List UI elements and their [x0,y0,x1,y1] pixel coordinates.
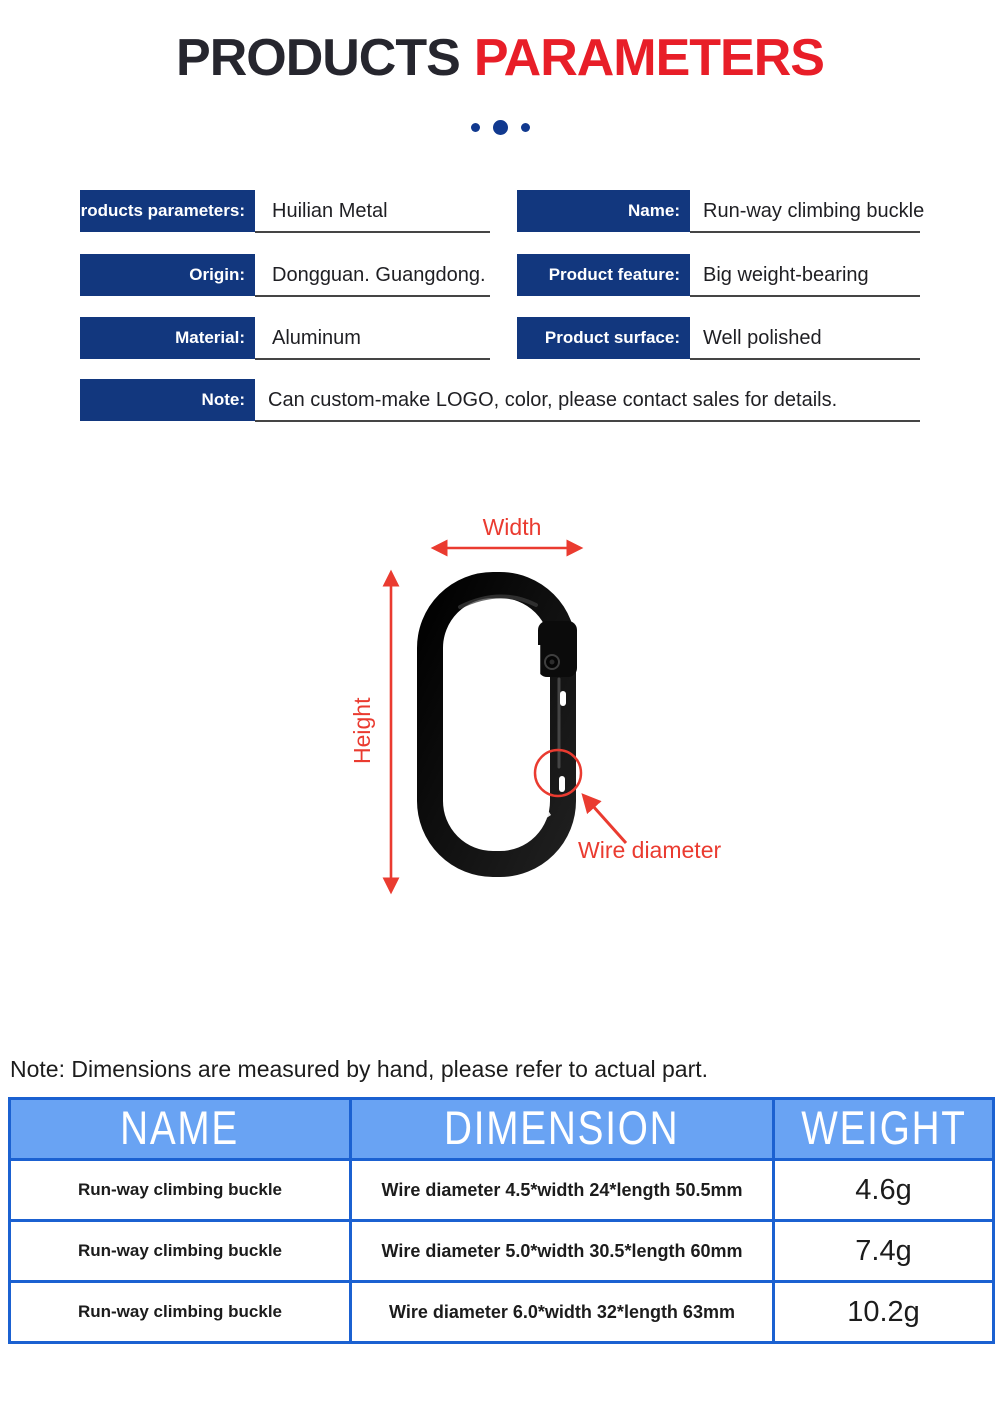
spec-label-name: Name: [517,190,690,232]
wire-diameter-arrow [584,796,626,843]
dot-icon [493,120,508,135]
spec-label-note: Note: [80,379,255,421]
carabiner-image [430,585,577,864]
cell-weight: 7.4g [774,1221,994,1282]
page-title-black: PRODUCTS [176,29,460,87]
carabiner-dimension-diagram [330,495,760,930]
height-dimension-label: Height [349,697,375,764]
table-row [10,1221,994,1282]
page-title-red: PARAMETERS [473,29,824,87]
spec-value-note: Can custom-make LOGO, color, please contact sales for details. [268,388,838,411]
cell-weight: 10.2g [774,1282,994,1343]
spec-value-origin: Dongguan. Guangdong. [272,263,486,286]
spec-label-product-feature: Product feature: [517,254,690,296]
dimension-table [8,1097,995,1344]
table-header-row [10,1099,994,1160]
cell-name: Run-way climbing buckle [10,1282,351,1343]
width-dimension-label: Width [482,514,542,540]
wire-diameter-label: Wire diameter [578,837,722,863]
spec-label-products-parameters: Products parameters: [80,190,255,232]
page-title [0,28,1000,88]
spec-value-products-parameters: Huilian Metal [272,199,388,222]
cell-dimension: Wire diameter 6.0*width 32*length 63mm [351,1282,774,1343]
spec-label-material: Material: [80,317,255,359]
spec-label-product-surface: Product surface: [517,317,690,359]
table-row [10,1160,994,1221]
dot-icon [471,123,480,132]
table-header-dimension: DIMENSION [351,1099,774,1160]
cell-dimension: Wire diameter 5.0*width 30.5*length 60mm [351,1221,774,1282]
measurement-footnote: Note: Dimensions are measured by hand, please refer to actual part. [10,1056,709,1082]
cell-name: Run-way climbing buckle [10,1160,351,1221]
cell-dimension: Wire diameter 4.5*width 24*length 50.5mm [351,1160,774,1221]
spec-value-product-surface: Well polished [703,326,822,349]
title-divider-dots [0,118,1000,136]
spec-label-origin: Origin: [80,254,255,296]
spec-value-product-feature: Big weight-bearing [703,263,869,286]
table-header-weight: WEIGHT [774,1099,994,1160]
cell-weight: 4.6g [774,1160,994,1221]
cell-name: Run-way climbing buckle [10,1221,351,1282]
table-row [10,1282,994,1343]
dot-icon [521,123,530,132]
table-header-name: NAME [10,1099,351,1160]
spec-value-name: Run-way climbing buckle [703,199,925,222]
spec-value-material: Aluminum [272,326,361,349]
